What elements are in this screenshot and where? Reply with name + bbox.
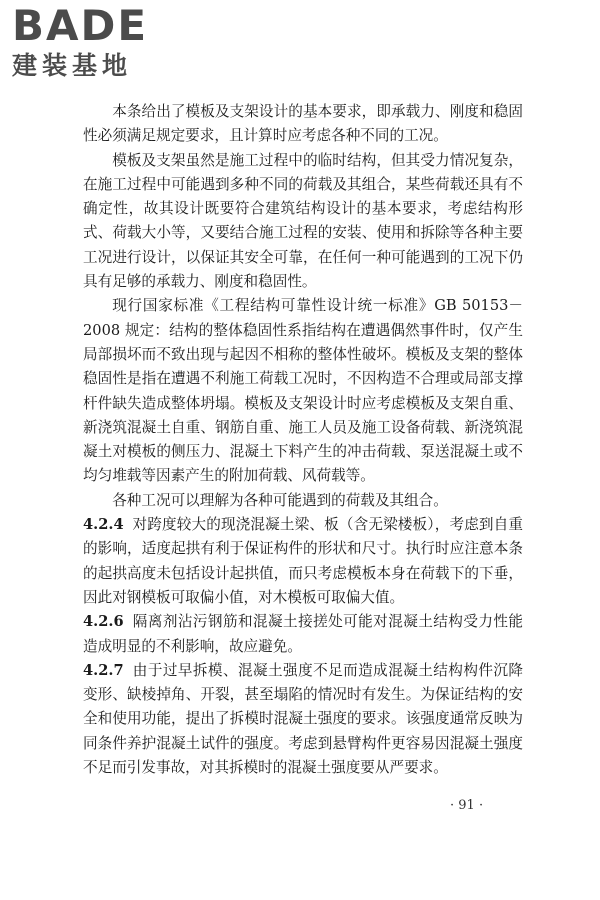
- body-paragraph: 各种工况可以理解为各种可能遇到的荷载及其组合。: [112, 491, 448, 509]
- clause-4-2-6: [83, 610, 523, 659]
- clause-4-2-7: [83, 659, 523, 780]
- logo-wordmark: BADE: [12, 1, 149, 50]
- body-paragraph: 模板及支架虽然是施工过程中的临时结构，但其受力情况复杂，在施工过程中可能遇到多种不同的荷载及其组合，某些荷载还具有不确定性，故其设计既要符合建筑结构设计的基本要求，考虑结构形式、荷载大小等，又要结合施工过程的安装、使用和拆除等各种主要工况进行设计，以保证其安全可靠，在任何一种可能遇到的工况下仍具有足够的承载力、刚度和稳固性。: [83, 151, 523, 291]
- clause-text: 对跨度较大的现浇混凝土梁、板（含无梁楼板），考虑到自重的影响，适度起拱有利于保证构件的形状和尺寸。执行时应注意本条的起拱高度未包括设计起拱值，而只考虑模板本身在荷载下的下垂，因此对钢模板可取偏小值，对木模板可取偏大值。: [83, 516, 523, 606]
- clause-4-2-4: [83, 513, 523, 610]
- logo-subtitle: 建装基地: [12, 51, 133, 80]
- page-body: [83, 100, 523, 780]
- clause-number: 4.2.7: [83, 661, 124, 679]
- clause-number: 4.2.4: [83, 516, 124, 534]
- clause-text: 由于过早拆模、混凝土强度不足而造成混凝土结构构件沉降变形、缺棱掉角、开裂，甚至塌陷的情况时有发生。为保证结构的安全和使用功能，提出了拆模时混凝土强度的要求。该强度通常反映为同条件养护混凝土试件的强度。考虑到悬臂构件更容易因混凝土强度不足而引发事故，对其拆模时的混凝土强度要从严要求。: [83, 661, 523, 777]
- body-paragraph: 本条给出了模板及支架设计的基本要求，即承载力、刚度和稳固性必须满足规定要求，且计算时应考虑各种不同的工况。: [83, 103, 523, 145]
- clause-number: 4.2.6: [83, 613, 124, 631]
- clause-text: 隔离剂沾污钢筋和混凝土接搓处可能对混凝土结构受力性能造成明显的不利影响，故应避免。: [83, 613, 523, 655]
- body-paragraph: 现行国家标准《工程结构可靠性设计统一标准》GB 50153－2008 规定：结构的整体稳固性系指结构在遭遇偶然事件时，仅产生局部损坏而不致出现与起因不相称的整体性破坏。模板及支架的整体稳固性是指在遭遇不利施工荷载工况时，不因构造不合理或局部支撑杆件缺失造成整体坍塌。模板及支架设计时应考虑模板及支架自重、新浇筑混凝土自重、钢筋自重、施工人员及施工设备荷载、新浇筑混凝土对模板的侧压力、混凝土下料产生的冲击荷载、泵送混凝土或不均匀堆载等因素产生的附加荷载、风荷载等。: [83, 297, 523, 485]
- page-number: · 91 ·: [450, 798, 484, 813]
- logo: [12, 1, 182, 88]
